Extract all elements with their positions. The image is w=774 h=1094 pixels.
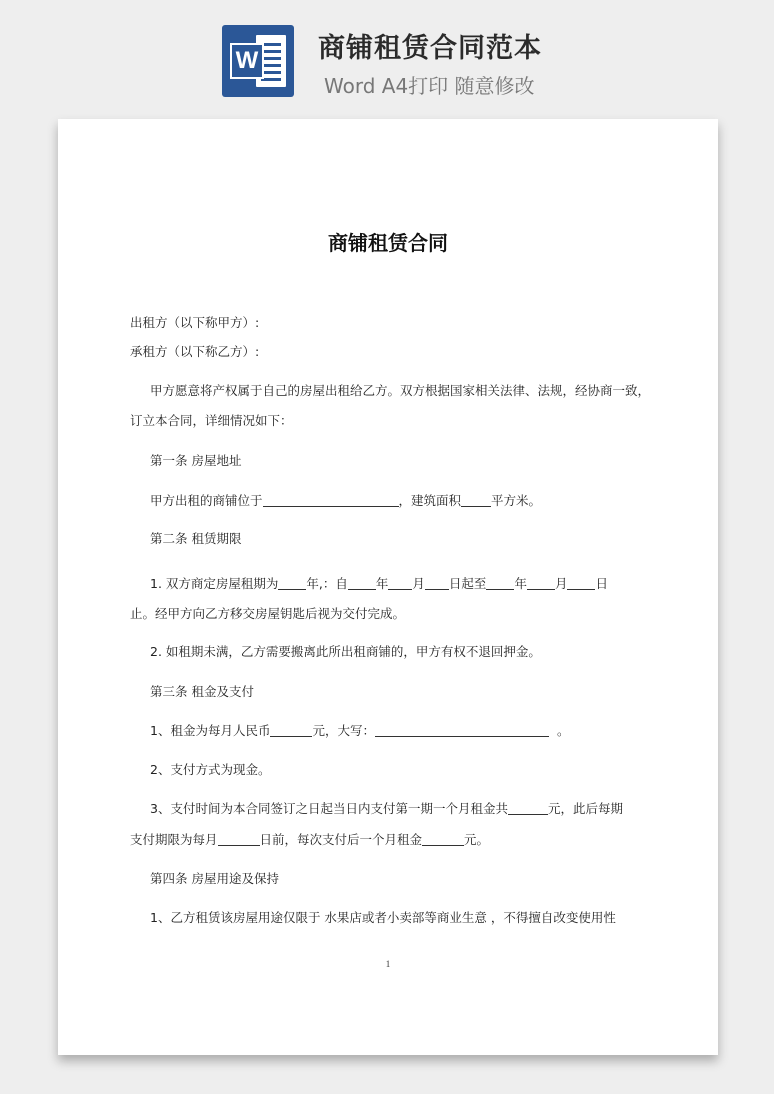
area-blank[interactable] xyxy=(461,494,491,507)
payment-time-text: 元。 xyxy=(464,832,490,847)
start-month-blank[interactable] xyxy=(388,577,412,590)
rent-amount-blank[interactable] xyxy=(270,724,312,737)
term-text: 年 xyxy=(514,576,527,591)
article3-item3-line2 xyxy=(130,832,650,848)
article4-item1: 1、乙方租赁该房屋用途仅限于 水果店或者小卖部等商业生意 ，不得擅自改变使用性 xyxy=(150,910,616,925)
article1-address-line xyxy=(150,493,670,509)
area-label: ，建筑面积 xyxy=(398,493,462,508)
header-banner xyxy=(0,0,774,112)
document-title: 商铺租赁合同 xyxy=(328,231,448,255)
page-number: 1 xyxy=(385,959,391,969)
article2-term-cont: 止。经甲方向乙方移交房屋钥匙后视为交付完成。 xyxy=(130,606,406,621)
article3-item3-line1 xyxy=(150,801,670,817)
lessee-line: 承租方（以下称乙方）: xyxy=(130,344,260,359)
payment-time-text: 3、支付时间为本合同签订之日起当日内支付第一期一个月租金共 xyxy=(150,801,508,816)
payment-time-text: 日前，每次支付后一个月租金 xyxy=(259,832,423,847)
word-icon xyxy=(222,25,294,97)
payment-time-text: 支付期限为每月 xyxy=(130,832,218,847)
article3-item1 xyxy=(150,723,670,739)
address-label: 甲方出租的商铺位于 xyxy=(150,493,263,508)
article3-item2: 2、支付方式为现金。 xyxy=(150,762,271,777)
document-page xyxy=(58,119,718,1055)
article2-heading: 第二条 租赁期限 xyxy=(150,531,242,546)
intro-paragraph-line1: 甲方愿意将产权属于自己的房屋出租给乙方。双方根据国家相关法律、法规，经协商一致， xyxy=(150,383,651,398)
banner-title: 商铺租赁合同范本 xyxy=(318,33,542,64)
address-blank[interactable] xyxy=(263,494,399,507)
end-month-blank[interactable] xyxy=(527,577,555,590)
term-text: 年 xyxy=(375,576,389,591)
term-years-blank[interactable] xyxy=(278,577,306,590)
term-text: 月 xyxy=(554,576,568,591)
intro-paragraph-line2: 订立本合同，详细情况如下： xyxy=(130,413,293,428)
term-text: 日 xyxy=(595,576,608,591)
start-day-blank[interactable] xyxy=(425,577,449,590)
term-text: 1. 双方商定房屋租期为 xyxy=(150,576,279,591)
article1-heading: 第一条 房屋地址 xyxy=(150,453,242,468)
start-year-blank[interactable] xyxy=(348,577,376,590)
end-year-blank[interactable] xyxy=(486,577,514,590)
payment-time-text: 元，此后每期 xyxy=(547,801,623,816)
rent-uppercase-blank[interactable] xyxy=(375,724,549,737)
article3-heading: 第三条 租金及支付 xyxy=(150,684,254,699)
rent-uppercase-label: 元，大写： xyxy=(312,723,375,738)
article2-term-line xyxy=(150,576,670,592)
article2-item2: 2. 如租期未满，乙方需要搬离此所出租商铺的，甲方有权不退回押金。 xyxy=(150,644,541,659)
lessor-line: 出租方（以下称甲方）: xyxy=(130,315,260,330)
term-text: 月 xyxy=(412,576,425,591)
rent-label: 1、租金为每月人民币 xyxy=(150,723,271,738)
rent-period: 。 xyxy=(556,723,570,738)
term-text: 日起至 xyxy=(448,576,487,591)
monthly-rent-blank[interactable] xyxy=(422,833,464,846)
end-day-blank[interactable] xyxy=(567,577,595,590)
article4-heading: 第四条 房屋用途及保持 xyxy=(150,871,279,886)
term-text: 年,：自 xyxy=(306,576,348,591)
payment-day-blank[interactable] xyxy=(218,833,260,846)
area-unit: 平方米。 xyxy=(491,493,542,508)
banner-subtitle: Word A4打印 随意修改 xyxy=(324,74,535,98)
first-rent-blank[interactable] xyxy=(508,802,548,815)
word-letter: W xyxy=(230,43,264,79)
